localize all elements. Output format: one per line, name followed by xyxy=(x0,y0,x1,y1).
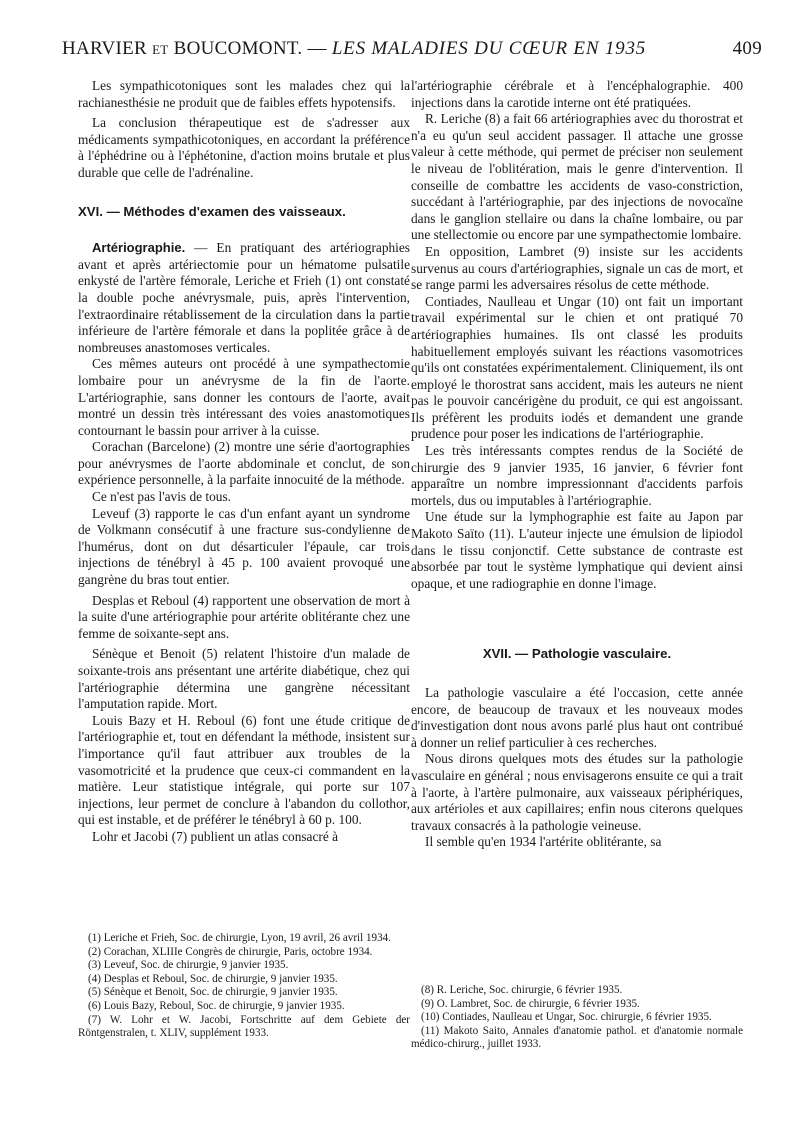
body-paragraph: En opposition, Lambret (9) insiste sur les accidents survenus au cours d'artériographies, signale un cas de mort, et se range parmi les adversaires résolus de cette méthode. xyxy=(411,243,743,293)
footnote: (1) Leriche et Frieh, Soc. de chirurgie, Lyon, 19 avril, 26 avril 1934. xyxy=(88,932,391,944)
body-paragraph: l'artériographie cérébrale et à l'encéphalographie. 400 injections dans la carotide interne ont été pratiquées. xyxy=(411,78,743,110)
body-paragraph: Nous dirons quelques mots des études sur la pathologie vasculaire en général ; nous envisagerons ensuite ce qui a trait à l'aorte, à l'artère pulmonaire, aux vaisseaux périphériques, aux artérioles et aux capillaires; enfin nous citerons quelques travaux consacrés à la pathologie veineuse. xyxy=(411,751,743,833)
running-title xyxy=(62,38,646,60)
footnote: (7) W. Lohr et W. Jacobi, Fortschritte auf dem Gebiete der Röntgenstralen, t. XLIV, supplément 1933. xyxy=(78,1013,410,1040)
body-paragraph: Il semble qu'en 1934 l'artérite oblitérante, sa xyxy=(425,834,662,850)
header-running-title: LES MALADIES DU CŒUR EN 1935 xyxy=(331,38,647,59)
body-paragraph xyxy=(78,240,410,356)
body-paragraph: Une étude sur la lymphographie est faite au Japon par Makoto Saïto (11). L'auteur injecte une émulsion de lipiodol dans le tissu conjonctif. Cette substance de contraste est absorbée par tout le système lymphatique qui devient ainsi opaque, et une radiographie en donne l'image. xyxy=(411,509,743,591)
body-paragraph: La pathologie vasculaire a été l'occasion, cette année encore, de beaucoup de travaux et les nouveaux modes d'investigation dont nous avons parlé plus haut ont contribué à donner un relief particulier à ces recherches. xyxy=(411,685,743,750)
body-paragraph: Lohr et Jacobi (7) publient un atlas consacré à xyxy=(92,828,339,844)
header-authors: HARVIER et BOUCOMONT. xyxy=(62,38,303,59)
runin-heading-arteriographie: Artériographie. xyxy=(92,240,186,256)
body-paragraph: Les sympathicotoniques sont les malades chez qui la rachianesthésie ne produit que de faibles effets hypotensifs. xyxy=(78,78,410,110)
body-paragraph: R. Leriche (8) a fait 66 artériographies avec du thorostrat et n'a eu qu'un seul accident passager. Il attache une grosse valeur à cette méthode, qui permet de préciser non seulement le niveau de l'oblitération, mais le genre d'intervention. Il conseille de combattre les accidents de vaso-constriction, succédant à l'artériographie, par des injections de novocaïne dans le ganglion stellaire ou dans la chaîne lombaire, ou par une stellectomie ou encore par une sympathectomie lombaire. xyxy=(411,111,743,243)
footnote: (11) Makoto Saito, Annales d'anatomie pathol. et d'anatomie normale médico-chirurg., juillet 1933. xyxy=(411,1024,743,1051)
section-heading-xvi: XVI. — Méthodes d'examen des vaisseaux. xyxy=(78,203,346,219)
footnote: (9) O. Lambret, Soc. de chirurgie, 6 février 1935. xyxy=(421,997,640,1010)
body-paragraph: Desplas et Reboul (4) rapportent une observation de mort à la suite d'une artériographie pour artérite oblitérante chez une femme de soixante-sept ans. xyxy=(78,592,410,641)
body-paragraph: Contiades, Naulleau et Ungar (10) ont fait un important travail expérimental sur le chien et ont pratiqué 70 artériographies humaines. Ils ont classé les produits habituellement employés suivant les réactions vasomotrices qu'ils ont constatées expérimentalement. Cliniquement, ils ont employé le thorostrat sans accident, mais les auteurs ne nient pas le pouvoir cancérigène du produit, ce qui est angoissant. Ils préfèrent les produits iodés et demandent une grande prudence pour poser les indications de l'artériographie. xyxy=(411,293,743,442)
left-column xyxy=(78,78,410,846)
header-dash: — xyxy=(302,38,332,59)
paragraph-text: — En pratiquant des artériographies avant et après artériectomie pour un hématome pulsatile enkysté de l'artère fémorale, Leriche et Frieh (1) ont constaté la double poche anévrysmale, puis, après l'intervention, l'extraordinaire rétablissement de la circulation dans la partie inférieure de l'artère fémorale et dans la poplitée grâce à de nombreuses anastomoses verticales. xyxy=(78,240,410,355)
running-header xyxy=(62,32,762,64)
footnote: (10) Contiades, Naulleau et Ungar, Soc. chirurgie, 6 février 1935. xyxy=(421,1011,712,1024)
right-column xyxy=(411,78,743,851)
footnotes-left xyxy=(78,932,410,1041)
footnote: (4) Desplas et Reboul, Soc. de chirurgie, 9 janvier 1935. xyxy=(88,972,338,985)
footnotes-right xyxy=(411,984,743,1052)
body-paragraph: Sénèque et Benoit (5) relatent l'histoire d'un malade de soixante-trois ans présentant une artérite diabétique, chez qui l'artériographie détermina une gangrène nécessitant l'amputation rapide. Mort. xyxy=(78,646,410,712)
body-paragraph: La conclusion thérapeutique est de s'adresser aux médicaments sympathicotoniques, en accordant la préférence à l'éphédrine ou à l'éphétonine, d'action moins brutale et plus durable que celle de l'adrénaline. xyxy=(78,115,410,180)
section-heading-xvii: XVII. — Pathologie vasculaire. xyxy=(482,646,672,662)
footnote: (2) Corachan, XLIIIe Congrès de chirurgie, Paris, octobre 1934. xyxy=(88,945,373,958)
body-paragraph: Ces mêmes auteurs ont procédé à une sympathectomie lombaire pour un anévrysme de la fin de l'aorte. L'artériographie, sans donner les contours de l'aorte, avait montré un dessin très intéressant des voies anastomotiques contournant le bassin pour arriver à la cuisse. xyxy=(78,356,410,438)
footnote: (6) Louis Bazy, Reboul, Soc. de chirurgie, 9 janvier 1935. xyxy=(88,999,345,1012)
body-paragraph: Leveuf (3) rapporte le cas d'un enfant ayant un syndrome de Volkmann consécutif à une fracture sus-condylienne de l'humérus, dont on dut désarticuler l'épaule, car trois injections de ténébryl à 45 p. 100 avaient provoqué une gangrène du bras tout entier. xyxy=(78,505,410,588)
footnote: (3) Leveuf, Soc. de chirurgie, 9 janvier 1935. xyxy=(88,959,289,972)
footnote: (5) Sénèque et Benoit, Soc. de chirurgie, 9 janvier 1935. xyxy=(88,986,338,999)
page-number: 409 xyxy=(732,38,762,59)
footnote: (8) R. Leriche, Soc. chirurgie, 6 février 1935. xyxy=(421,984,623,996)
body-paragraph: Les très intéressants comptes rendus de la Société de chirurgie des 9 janvier 1935, 16 janvier, 6 février font apparaître un nombre impressionnant d'accidents parfois mortels, dus ou imputables à l'artériographie. xyxy=(411,443,743,508)
body-paragraph: Louis Bazy et H. Reboul (6) font une étude critique de l'artériographie et, tout en défendant la méthode, insistent sur l'importance qu'il faut attribuer aux troubles de la vasomotricité et la prudence que ceux-ci commandent en la matière. Leur statistique intégrale, qui porte sur 107 injections, leur permet de conclure à l'abandon du collothor, qui est instable, et de préférer le ténébryl à 60 p. 100. xyxy=(78,712,410,828)
body-paragraph: Corachan (Barcelone) (2) montre une série d'aortographies pour anévrysmes de l'aorte abdominale et conclut, de son expérience personnelle, à la parfaite innocuité de la méthode. xyxy=(78,439,410,488)
body-paragraph: Ce n'est pas l'avis de tous. xyxy=(92,489,231,505)
